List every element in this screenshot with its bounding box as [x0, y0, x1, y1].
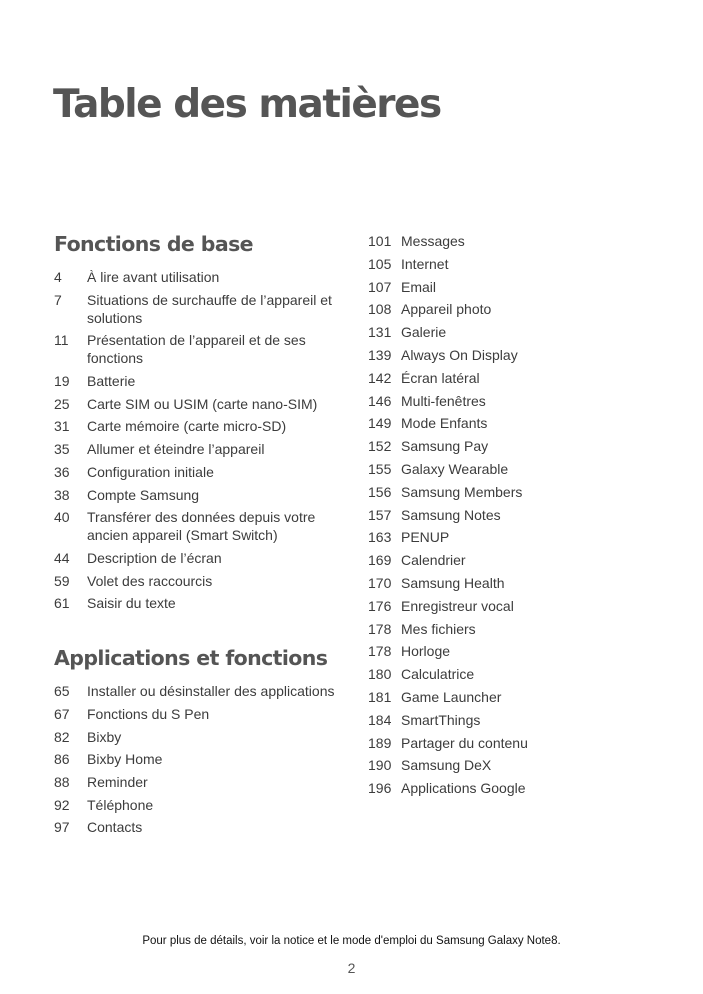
toc-entry-page: 11 — [54, 332, 69, 349]
toc-entry[interactable] — [368, 688, 658, 706]
toc-entry-label: Samsung Members — [401, 483, 523, 500]
toc-entry[interactable] — [368, 665, 658, 683]
toc-entry-label: Samsung Health — [401, 574, 505, 591]
toc-entry[interactable] — [54, 331, 344, 367]
toc-entry[interactable] — [368, 506, 658, 524]
toc-entry-page: 184 — [368, 711, 392, 728]
toc-entry[interactable] — [368, 460, 658, 478]
toc-entry-label: Partager du contenu — [401, 734, 528, 751]
toc-entry[interactable] — [54, 417, 344, 435]
toc-entry-label: Écran latéral — [401, 369, 480, 386]
toc-entry-label: Calculatrice — [401, 666, 475, 683]
toc-entry-page: 36 — [54, 463, 70, 480]
toc-entry-page: 196 — [368, 780, 392, 797]
toc-entry[interactable] — [368, 232, 658, 250]
toc-entry[interactable] — [54, 508, 344, 544]
toc-entry-label: PENUP — [401, 529, 450, 546]
toc-entry[interactable] — [368, 369, 658, 387]
toc-entry[interactable] — [54, 268, 344, 286]
toc-entry[interactable] — [54, 750, 344, 768]
toc-entry-label: Mode Enfants — [401, 415, 488, 432]
toc-left-column — [54, 230, 344, 841]
toc-entry-page: 40 — [54, 509, 70, 526]
toc-entry-page: 189 — [368, 734, 392, 751]
toc-entry[interactable] — [368, 779, 658, 797]
toc-entry[interactable] — [368, 528, 658, 546]
toc-entry-label: Applications Google — [401, 780, 526, 797]
toc-entry-page: 146 — [368, 392, 392, 409]
toc-entry[interactable] — [368, 574, 658, 592]
toc-entry-label: Horloge — [401, 643, 451, 660]
toc-entry-label: Configuration initiale — [87, 463, 214, 480]
toc-entry-label: Transférer des données depuis votre ancien appareil (Smart Switch) — [87, 509, 316, 544]
toc-entry[interactable] — [54, 463, 344, 481]
toc-entry-page: 176 — [368, 597, 392, 614]
toc-entry[interactable] — [54, 440, 344, 458]
toc-entry-label: Email — [401, 278, 437, 295]
toc-entry-page: 25 — [54, 395, 70, 412]
toc-entry-page: 108 — [368, 301, 392, 318]
toc-entry-label: Batterie — [87, 373, 136, 390]
toc-entry-label: Game Launcher — [401, 688, 502, 705]
toc-entry[interactable] — [54, 291, 344, 327]
toc-entry[interactable] — [54, 486, 344, 504]
page-number: 2 — [347, 960, 356, 976]
toc-entry-label: Saisir du texte — [87, 595, 176, 612]
toc-entry[interactable] — [54, 728, 344, 746]
toc-list-right — [368, 232, 658, 797]
toc-entry-label: Multi-fenêtres — [401, 392, 486, 409]
toc-entry-page: 92 — [54, 796, 70, 813]
toc-entry-label: Carte SIM ou USIM (carte nano-SIM) — [87, 395, 318, 412]
toc-entry-label: Samsung Pay — [401, 438, 489, 455]
toc-list-fonctions-de-base — [54, 268, 344, 612]
toc-entry-label: Compte Samsung — [87, 486, 200, 503]
toc-entry[interactable] — [368, 734, 658, 752]
toc-entry-label: Carte mémoire (carte micro-SD) — [87, 418, 287, 435]
toc-entry-page: 155 — [368, 460, 392, 477]
toc-entry-page: 67 — [54, 705, 70, 722]
toc-entry-page: 97 — [54, 819, 70, 836]
toc-entry-page: 190 — [368, 757, 392, 774]
toc-entry-label: Galerie — [401, 324, 447, 341]
toc-entry-label: Allumer et éteindre l’appareil — [87, 441, 265, 458]
toc-entry-label: Samsung Notes — [401, 506, 501, 523]
toc-entry-label: Internet — [401, 255, 449, 272]
toc-list-applications-et-fonctions — [54, 682, 344, 836]
toc-entry-page: 38 — [54, 486, 70, 503]
toc-entry-label: Samsung DeX — [401, 757, 492, 774]
toc-entry[interactable] — [368, 300, 658, 318]
toc-entry-label: Présentation de l’appareil et de ses fonctions — [87, 332, 306, 367]
toc-right-column — [368, 232, 658, 802]
toc-entry-label: Téléphone — [87, 796, 154, 813]
toc-entry-page: 61 — [54, 595, 70, 612]
toc-entry-label: SmartThings — [401, 711, 481, 728]
toc-entry-page: 7 — [54, 291, 62, 308]
toc-entry[interactable] — [368, 392, 658, 410]
section-heading-fonctions-de-base: Fonctions de base — [54, 232, 253, 256]
toc-entry-page: 19 — [54, 373, 70, 390]
toc-entry-page: 59 — [54, 572, 70, 589]
toc-entry[interactable] — [54, 572, 344, 590]
toc-entry[interactable] — [368, 642, 658, 660]
toc-entry-page: 180 — [368, 666, 392, 683]
toc-entry[interactable] — [368, 483, 658, 501]
toc-entry-page: 152 — [368, 438, 392, 455]
toc-entry-page: 156 — [368, 483, 392, 500]
toc-entry-page: 35 — [54, 441, 70, 458]
toc-entry-page: 101 — [368, 233, 392, 249]
toc-entry-page: 65 — [54, 683, 70, 700]
toc-entry[interactable] — [368, 278, 658, 296]
toc-entry-label: Enregistreur vocal — [401, 597, 514, 614]
toc-entry[interactable] — [368, 323, 658, 341]
toc-entry-label: Description de l’écran — [87, 549, 222, 566]
toc-entry-label: Messages — [401, 233, 465, 249]
page-title: Table des matières — [53, 82, 441, 127]
toc-entry[interactable] — [368, 756, 658, 774]
toc-entry[interactable] — [54, 705, 344, 723]
toc-entry[interactable] — [54, 773, 344, 791]
toc-entry-label: Volet des raccourcis — [87, 572, 213, 589]
toc-entry[interactable] — [368, 346, 658, 364]
toc-entry-label: Appareil photo — [401, 301, 492, 318]
toc-entry-page: 139 — [368, 346, 392, 363]
toc-entry[interactable] — [54, 549, 344, 567]
toc-entry[interactable] — [368, 255, 658, 273]
toc-entry-label: Always On Display — [401, 346, 518, 363]
toc-entry-page: 149 — [368, 415, 392, 432]
toc-entry[interactable] — [54, 818, 344, 836]
toc-entry-page: 82 — [54, 728, 70, 745]
toc-entry-page: 31 — [54, 418, 70, 435]
toc-entry-page: 157 — [368, 506, 392, 523]
toc-entry-page: 88 — [54, 774, 70, 790]
toc-entry-page: 131 — [368, 324, 392, 341]
toc-entry-page: 105 — [368, 255, 392, 272]
toc-entry[interactable] — [54, 682, 344, 700]
toc-entry-label: Installer ou désinstaller des applications — [87, 683, 335, 700]
toc-entry-label: Situations de surchauffe de l’appareil et solutions — [87, 291, 332, 326]
toc-entry-label: Reminder — [87, 774, 148, 790]
toc-entry[interactable] — [368, 597, 658, 615]
toc-entry[interactable] — [368, 620, 658, 638]
toc-entry-page: 86 — [54, 751, 70, 768]
toc-entry[interactable] — [368, 551, 658, 569]
toc-entry-label: Mes fichiers — [401, 620, 476, 637]
footer-note: Pour plus de détails, voir la notice et le mode d'emploi du Samsung Galaxy Note8. — [142, 935, 561, 947]
toc-entry-page: 44 — [54, 549, 70, 566]
toc-entry-page: 178 — [368, 643, 392, 660]
toc-entry-label: Galaxy Wearable — [401, 460, 509, 477]
toc-entry[interactable] — [368, 711, 658, 729]
toc-entry-page: 181 — [368, 688, 392, 705]
toc-entry-label: À lire avant utilisation — [87, 269, 220, 285]
toc-entry-page: 169 — [368, 552, 392, 569]
toc-entry[interactable] — [54, 796, 344, 814]
toc-entry-page: 178 — [368, 620, 392, 637]
section-heading-applications-et-fonctions: Applications et fonctions — [54, 646, 328, 671]
toc-entry[interactable] — [54, 372, 344, 390]
toc-entry-label: Calendrier — [401, 552, 466, 569]
toc-entry-label: Fonctions du S Pen — [87, 705, 210, 722]
toc-entry-label: Bixby — [87, 728, 122, 745]
toc-entry[interactable] — [368, 414, 658, 432]
toc-entry[interactable] — [54, 395, 344, 413]
toc-entry-page: 163 — [368, 529, 392, 546]
toc-entry[interactable] — [368, 437, 658, 455]
toc-entry[interactable] — [54, 594, 344, 612]
toc-entry-page: 4 — [54, 269, 62, 285]
toc-entry-page: 170 — [368, 574, 392, 591]
toc-entry-page: 107 — [368, 278, 392, 295]
toc-entry-page: 142 — [368, 369, 392, 386]
toc-entry-label: Contacts — [87, 819, 143, 836]
toc-entry-label: Bixby Home — [87, 751, 163, 768]
